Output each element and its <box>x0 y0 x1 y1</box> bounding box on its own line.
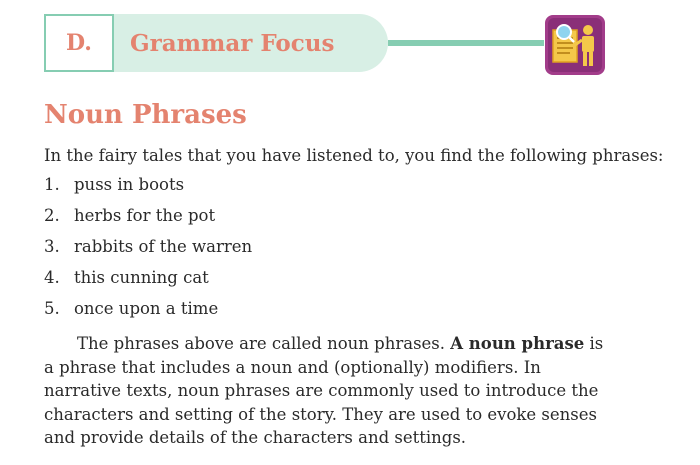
paragraph-text-after: is a phrase that includes a noun and (optionally) modifiers. In narrative texts, noun phrases are commonly used to introduce the characters and setting of the story. They are used to evoke senses and provide details of the characters and settings. <box>44 334 604 447</box>
list-number: 1. <box>44 175 60 194</box>
paragraph-bold-term: A noun phrase <box>450 334 585 353</box>
section-letter: D. <box>44 14 114 72</box>
list-text: rabbits of the warren <box>74 237 253 256</box>
phrase-list <box>44 172 252 327</box>
list-item <box>44 296 252 327</box>
paragraph-text-before: The phrases above are called noun phrases. <box>77 334 451 353</box>
section-title: Grammar Focus <box>112 14 388 72</box>
list-text: this cunning cat <box>74 268 209 287</box>
header-connector-line <box>388 40 544 46</box>
section-heading: Noun Phrases <box>44 100 247 130</box>
list-text: herbs for the pot <box>74 206 216 225</box>
list-item <box>44 203 252 234</box>
list-text: once upon a time <box>74 299 219 318</box>
list-number: 3. <box>44 237 60 256</box>
list-item <box>44 265 252 296</box>
list-item <box>44 172 252 203</box>
list-text: puss in boots <box>74 175 185 194</box>
list-number: 2. <box>44 206 60 225</box>
definition-paragraph <box>44 332 614 450</box>
teacher-presentation-icon <box>544 14 606 76</box>
intro-text: In the fairy tales that you have listened to, you find the following phrases: <box>44 146 664 165</box>
list-item <box>44 234 252 265</box>
list-number: 4. <box>44 268 60 287</box>
section-header <box>44 14 644 76</box>
list-number: 5. <box>44 299 60 318</box>
